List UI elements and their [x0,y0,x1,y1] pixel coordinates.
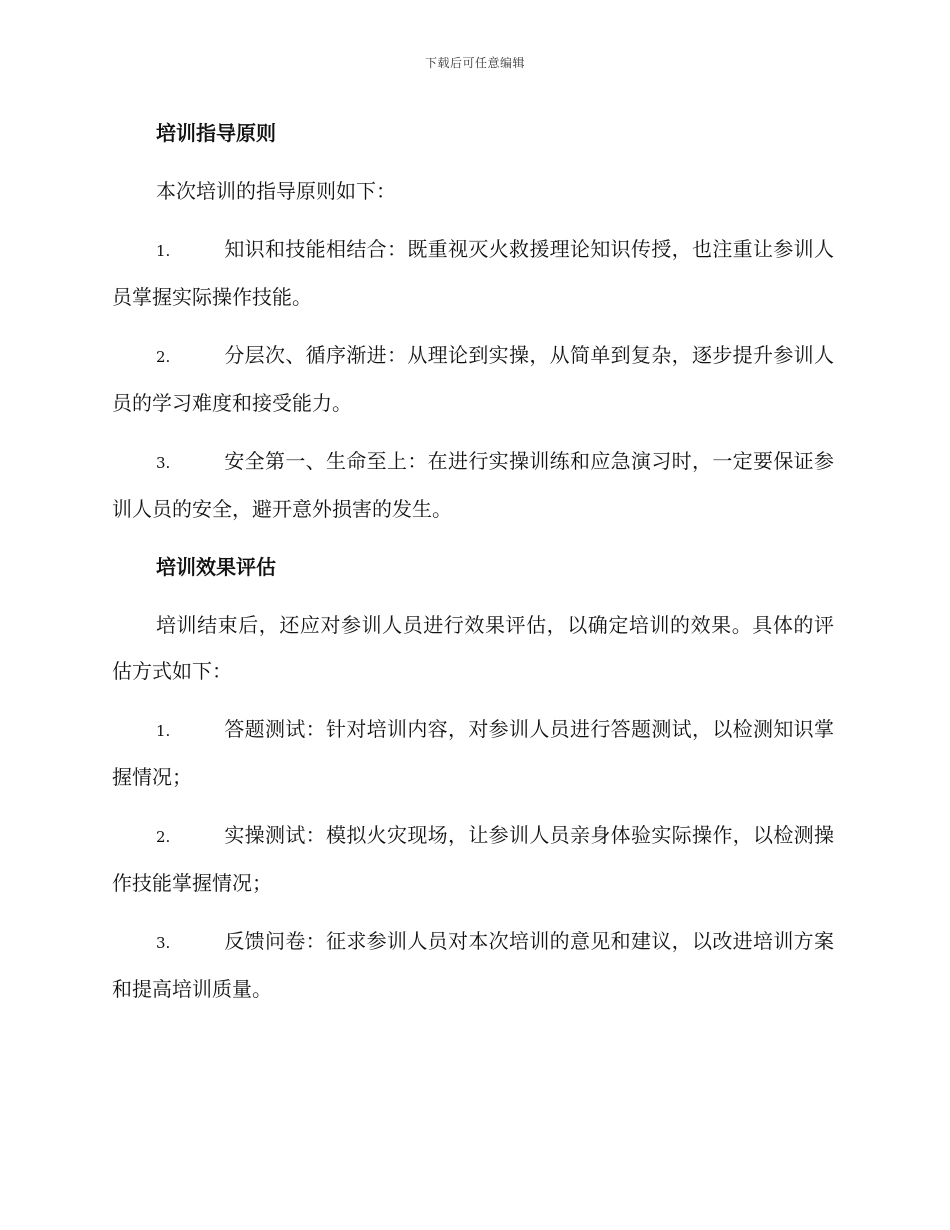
list-item-text: 知识和技能相结合：既重视灭火救援理论知识传授，也注重让参训人员掌握实际操作技能。 [112,237,834,309]
list-item [112,812,834,906]
section-title-guiding-principles: 培训指导原则 [156,121,276,145]
list-item-number: 3. [156,454,171,472]
list-item-text: 安全第一、生命至上：在进行实操训练和应急演习时，一定要保证参训人员的安全，避开意外损害的发生。 [112,449,834,521]
section-intro-guiding-principles: 本次培训的指导原则如下： [156,179,396,203]
list-item [112,706,834,800]
list-item [112,332,834,426]
list-item [112,226,834,320]
list-item-text: 分层次、循序渐进：从理论到实操，从简单到复杂，逐步提升参训人员的学习难度和接受能力。 [112,343,834,415]
page-header: 下载后可任意编辑 [424,56,525,70]
list-item-text: 实操测试：模拟火灾现场，让参训人员亲身体验实际操作，以检测操作技能掌握情况； [112,823,834,895]
list-item-number: 1. [156,242,171,260]
document-body [112,110,834,1024]
list-item [112,918,834,1012]
list-item-text: 反馈问卷：征求参训人员对本次培训的意见和建议，以改进培训方案和提高培训质量。 [112,929,834,1001]
section-intro-effect-evaluation: 培训结束后，还应对参训人员进行效果评估，以确定培训的效果。具体的评估方式如下： [112,613,834,683]
section-title-effect-evaluation: 培训效果评估 [156,555,276,579]
list-item-text: 答题测试：针对培训内容，对参训人员进行答题测试，以检测知识掌握情况； [112,717,834,789]
list-item-number: 3. [156,934,171,952]
list-item-number: 2. [156,828,171,846]
list-item-number: 1. [156,722,171,740]
list-item [112,438,834,532]
list-item-number: 2. [156,348,171,366]
